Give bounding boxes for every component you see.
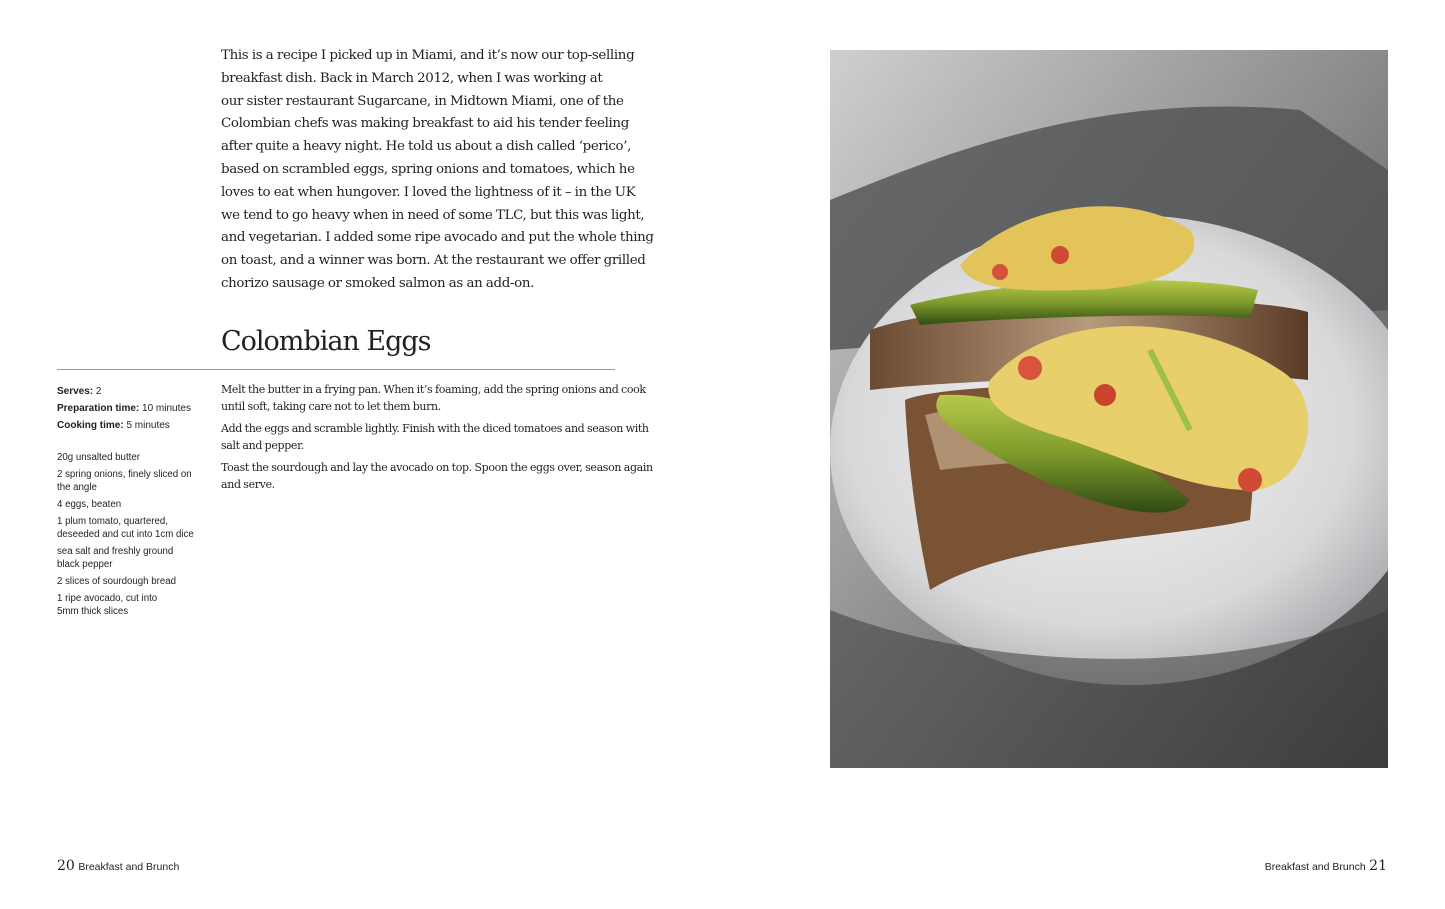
intro-line: chorizo sausage or smoked salmon as an add-on. bbox=[221, 275, 534, 291]
method-step bbox=[221, 460, 653, 493]
footer-left bbox=[57, 858, 179, 875]
recipe-meta bbox=[57, 383, 207, 434]
ingredient-line: the angle bbox=[57, 482, 97, 493]
method-line: Melt the butter in a frying pan. When it’s foaming, add the spring onions and cook bbox=[221, 383, 646, 396]
ingredient-line: 5mm thick slices bbox=[57, 606, 129, 617]
page-number-left: 20 bbox=[57, 858, 75, 874]
ingredient-line: sea salt and freshly ground bbox=[57, 546, 174, 557]
prep-time-row bbox=[57, 400, 207, 417]
intro-line: after quite a heavy night. He told us about a dish called ‘perico’, bbox=[221, 139, 632, 155]
section-name-left: Breakfast and Brunch bbox=[78, 861, 180, 873]
ingredient-item bbox=[57, 545, 207, 571]
ingredient-line: 1 ripe avocado, cut into bbox=[57, 593, 158, 604]
tomato-piece bbox=[1018, 356, 1042, 380]
ingredient-line: 1 plum tomato, quartered, bbox=[57, 516, 168, 527]
ingredient-item bbox=[57, 451, 207, 464]
method-line: until soft, taking care not to let them burn. bbox=[221, 399, 441, 413]
method-step bbox=[221, 421, 649, 454]
cooking-time-value: 5 minutes bbox=[126, 420, 170, 431]
method-step bbox=[221, 382, 646, 415]
intro-line: This is a recipe I picked up in Miami, and it’s now our top-selling bbox=[221, 48, 635, 63]
intro-line: loves to eat when hungover. I loved the lightness of it – in the UK bbox=[221, 184, 636, 200]
page-number-right: 21 bbox=[1369, 858, 1387, 874]
tomato-piece bbox=[992, 264, 1008, 280]
intro-line: our sister restaurant Sugarcane, in Midtown Miami, one of the bbox=[221, 93, 624, 109]
intro-line: on toast, and a winner was born. At the restaurant we offer grilled bbox=[221, 253, 646, 269]
ingredient-line: 4 eggs, beaten bbox=[57, 499, 122, 510]
cooking-time-row bbox=[57, 417, 207, 434]
intro-line: breakfast dish. Back in March 2012, when I was working at bbox=[221, 70, 603, 86]
ingredient-item bbox=[57, 575, 207, 588]
ingredient-list bbox=[57, 451, 207, 622]
method-line: Add the eggs and scramble lightly. Finish with the diced tomatoes and season with bbox=[221, 422, 649, 435]
avocado-toast-illustration bbox=[830, 50, 1388, 768]
title-divider bbox=[57, 369, 615, 370]
tomato-piece bbox=[1238, 468, 1262, 492]
method-line: salt and pepper. bbox=[221, 438, 304, 452]
ingredient-line: black pepper bbox=[57, 559, 113, 570]
ingredient-item bbox=[57, 498, 207, 511]
serves-row bbox=[57, 383, 207, 400]
serves-label: Serves: bbox=[57, 386, 94, 397]
ingredient-item bbox=[57, 468, 207, 494]
cooking-time-label: Cooking time: bbox=[57, 420, 124, 431]
intro-line: based on scrambled eggs, spring onions and tomatoes, which he bbox=[221, 161, 635, 177]
ingredient-item bbox=[57, 592, 207, 618]
prep-time-label: Preparation time: bbox=[57, 403, 140, 414]
ingredient-line: 2 spring onions, finely sliced on bbox=[57, 469, 192, 480]
intro-line: and vegetarian. I added some ripe avocado and put the whole thing bbox=[221, 230, 654, 246]
tomato-piece bbox=[1094, 384, 1116, 406]
method-line: and serve. bbox=[221, 477, 275, 491]
recipe-photo bbox=[830, 50, 1388, 768]
method-steps bbox=[221, 382, 653, 499]
ingredient-item bbox=[57, 515, 207, 541]
ingredient-line: 20g unsalted butter bbox=[57, 452, 140, 463]
method-line: Toast the sourdough and lay the avocado on top. Spoon the eggs over, season again bbox=[221, 461, 653, 474]
footer-right bbox=[1265, 858, 1387, 875]
serves-value: 2 bbox=[95, 386, 102, 397]
ingredient-line: deseeded and cut into 1cm dice bbox=[57, 529, 194, 540]
recipe-title: Colombian Eggs bbox=[221, 326, 431, 357]
section-name-right: Breakfast and Brunch bbox=[1264, 861, 1366, 873]
prep-time-value: 10 minutes bbox=[142, 403, 191, 414]
intro-paragraph bbox=[221, 45, 654, 296]
tomato-piece bbox=[1051, 246, 1069, 264]
ingredient-line: 2 slices of sourdough bread bbox=[57, 576, 177, 587]
intro-line: we tend to go heavy when in need of some TLC, but this was light, bbox=[221, 207, 645, 223]
intro-line: Colombian chefs was making breakfast to aid his tender feeling bbox=[221, 116, 629, 132]
